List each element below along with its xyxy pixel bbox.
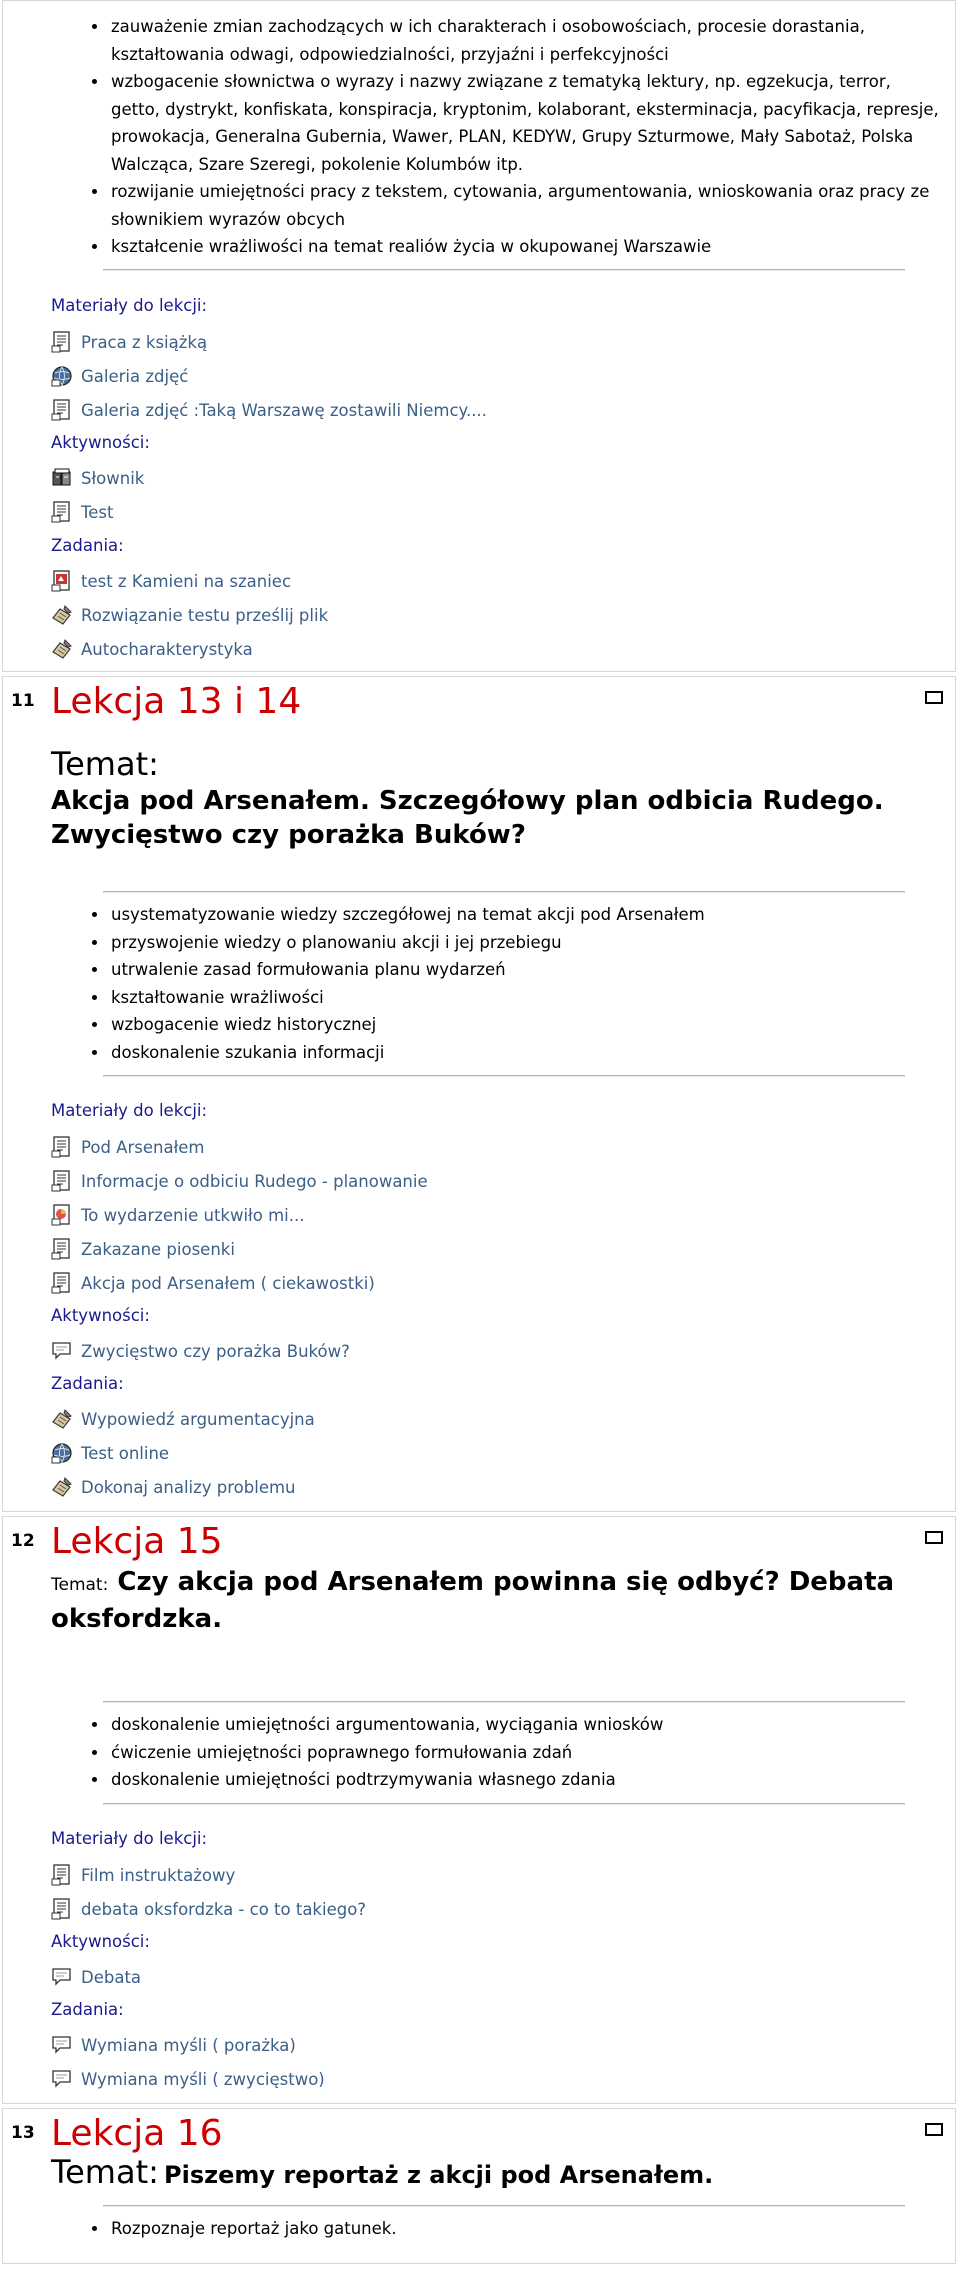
resource-link[interactable]: Informacje o odbiciu Rudego - planowanie xyxy=(51,1168,428,1194)
highlight-toggle[interactable] xyxy=(925,1531,943,1544)
task-link[interactable]: Test online xyxy=(51,1440,169,1466)
topic-text: Czy akcja pod Arsenałem powinna się odbyć? Debata oksfordzka. xyxy=(51,1567,895,1634)
lesson-title: Lekcja 13 i 14 xyxy=(51,681,302,722)
tasks-label: Zadania: xyxy=(51,536,124,555)
globe-icon xyxy=(51,1442,73,1464)
topic-heading xyxy=(51,2153,713,2191)
list-item: • kształcenie wrażliwości na temat realiów życia w okupowanej Warszawie xyxy=(109,233,939,261)
document-icon xyxy=(51,399,73,421)
resource-link[interactable]: Praca z książką xyxy=(51,329,207,355)
list-item: • usystematyzowanie wiedzy szczegółowej na temat akcji pod Arsenałem xyxy=(109,901,939,929)
highlight-toggle[interactable] xyxy=(925,691,943,704)
task-link[interactable]: Wymiana myśli ( porażka) xyxy=(51,2032,296,2058)
task-link[interactable]: Wymiana myśli ( zwycięstwo) xyxy=(51,2066,325,2092)
divider xyxy=(103,891,905,893)
document-icon xyxy=(51,1136,73,1158)
resource-link[interactable]: Galeria zdjęć :Taką Warszawę zostawili Niemcy.... xyxy=(51,397,487,423)
document-icon xyxy=(51,1238,73,1260)
divider xyxy=(103,269,905,271)
highlight-toggle[interactable] xyxy=(925,2123,943,2136)
topic-section-10 xyxy=(2,0,956,672)
globe-icon xyxy=(51,365,73,387)
topic-label: Temat: xyxy=(51,1575,109,1595)
topic-section-13 xyxy=(2,2108,956,2264)
activity-link[interactable]: Debata xyxy=(51,1964,141,1990)
materials-label: Materiały do lekcji: xyxy=(51,296,208,315)
assignment-icon xyxy=(51,1476,73,1498)
document-icon xyxy=(51,1898,73,1920)
tasks-label: Zadania: xyxy=(51,1374,124,1393)
document-icon xyxy=(51,501,73,523)
list-item: • ćwiczenie umiejętności poprawnego formułowania zdań xyxy=(109,1739,939,1767)
task-link[interactable]: Autocharakterystyka xyxy=(51,636,253,662)
tasks-label: Zadania: xyxy=(51,2000,124,2019)
learning-goals-list xyxy=(51,13,939,261)
topic-label: Temat: xyxy=(51,2153,159,2191)
section-number: 11 xyxy=(11,691,35,711)
lesson-title: Lekcja 15 xyxy=(51,1521,223,1562)
lesson-title: Lekcja 16 xyxy=(51,2113,223,2154)
resource-link[interactable]: Film instruktażowy xyxy=(51,1862,235,1888)
divider xyxy=(103,1075,905,1077)
topic-heading xyxy=(51,1565,931,1636)
list-item: • zauważenie zmian zachodzących w ich charakterach i osobowościach, procesie dorastania, kształtowania odwagi, odpowiedzialności, przyjaźni i perfekcyjności xyxy=(109,13,939,68)
section-number: 13 xyxy=(11,2123,35,2143)
resource-link[interactable]: Galeria zdjęć xyxy=(51,363,188,389)
list-item: • doskonalenie umiejętności podtrzymywania własnego zdania xyxy=(109,1766,939,1794)
activity-link[interactable]: Zwycięstwo czy porażka Buków? xyxy=(51,1338,350,1364)
list-item: • utrwalenie zasad formułowania planu wydarzeń xyxy=(109,956,939,984)
topic-label: Temat: xyxy=(51,745,159,783)
divider xyxy=(103,1701,905,1703)
activities-label: Aktywności: xyxy=(51,1306,150,1325)
materials-label: Materiały do lekcji: xyxy=(51,1829,208,1848)
resource-link[interactable]: Zakazane piosenki xyxy=(51,1236,235,1262)
list-item: • kształtowanie wrażliwości xyxy=(109,984,939,1012)
list-item: • doskonalenie szukania informacji xyxy=(109,1039,939,1067)
task-link[interactable]: Dokonaj analizy problemu xyxy=(51,1474,296,1500)
topic-text: Akcja pod Arsenałem. Szczegółowy plan odbicia Rudego. Zwycięstwo czy porażka Buków? xyxy=(51,786,884,850)
topic-section-12 xyxy=(2,1516,956,2104)
document-icon xyxy=(51,331,73,353)
assignment-icon xyxy=(51,604,73,626)
list-item: • Rozpoznaje reportaż jako gatunek. xyxy=(109,2215,939,2243)
task-link[interactable]: Wypowiedź argumentacyjna xyxy=(51,1406,315,1432)
pdf-icon xyxy=(51,570,73,592)
list-item: • doskonalenie umiejętności argumentowania, wyciągania wniosków xyxy=(109,1711,939,1739)
assignment-icon xyxy=(51,638,73,660)
document-icon xyxy=(51,1170,73,1192)
task-link[interactable]: Rozwiązanie testu prześlij plik xyxy=(51,602,328,628)
list-item: • wzbogacenie wiedz historycznej xyxy=(109,1011,939,1039)
assignment-icon xyxy=(51,1408,73,1430)
document-icon xyxy=(51,1272,73,1294)
learning-goals-list xyxy=(51,2215,939,2243)
section-number: 12 xyxy=(11,1531,35,1551)
dictionary-icon xyxy=(51,467,73,489)
forum-icon xyxy=(51,2034,73,2056)
presentation-icon xyxy=(51,1204,73,1226)
list-item: • przyswojenie wiedzy o planowaniu akcji i jej przebiegu xyxy=(109,929,939,957)
activities-label: Aktywności: xyxy=(51,1932,150,1951)
list-item: • rozwijanie umiejętności pracy z tekstem, cytowania, argumentowania, wnioskowania oraz pracy ze słownikiem wyrazów obcych xyxy=(109,178,939,233)
resource-link[interactable]: Akcja pod Arsenałem ( ciekawostki) xyxy=(51,1270,375,1296)
learning-goals-list xyxy=(51,1711,939,1794)
activity-link[interactable]: Słownik xyxy=(51,465,144,491)
learning-goals-list xyxy=(51,901,939,1066)
resource-link[interactable]: To wydarzenie utkwiło mi... xyxy=(51,1202,304,1228)
forum-icon xyxy=(51,2068,73,2090)
document-icon xyxy=(51,1864,73,1886)
resource-link[interactable]: debata oksfordzka - co to takiego? xyxy=(51,1896,366,1922)
divider xyxy=(103,2205,905,2207)
task-link[interactable]: test z Kamieni na szaniec xyxy=(51,568,291,594)
forum-icon xyxy=(51,1966,73,1988)
topic-text: Piszemy reportaż z akcji pod Arsenałem. xyxy=(164,2161,714,2189)
activity-link[interactable]: Test xyxy=(51,499,114,525)
forum-icon xyxy=(51,1340,73,1362)
topic-section-11 xyxy=(2,676,956,1512)
materials-label: Materiały do lekcji: xyxy=(51,1101,208,1120)
divider xyxy=(103,1803,905,1805)
list-item: • wzbogacenie słownictwa o wyrazy i nazwy związane z tematyką lektury, np. egzekucja, terror, getto, dystrykt, konfiskata, konspiracja, kryptonim, kolaborant, eksterminacja, pacyfikacja, represje, prowokacja, Generalna Gubernia, Wawer, PLAN, KEDYW, Grupy Szturmowe, Mały Sabotaż, Polska Walcząca, Szare Szeregi, pokolenie Kolumbów itp. xyxy=(109,68,939,178)
activities-label: Aktywności: xyxy=(51,433,150,452)
resource-link[interactable]: Pod Arsenałem xyxy=(51,1134,204,1160)
